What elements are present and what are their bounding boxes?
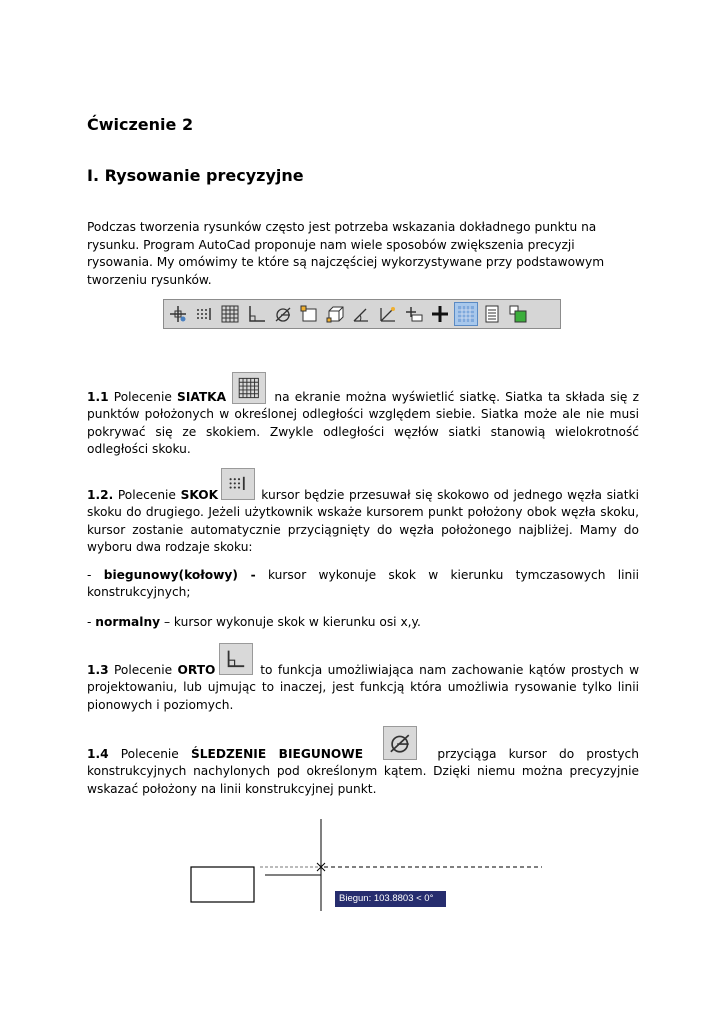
transparency-icon[interactable] [454, 302, 478, 326]
polar-tracking-icon[interactable] [271, 302, 295, 326]
s13-command: ORTO [177, 663, 216, 677]
s12-line1-text: kursor będzie przesuwał się skokowo od jednego węzła siatki [261, 488, 639, 502]
bullet1-text-a: kursor wykonuje skok w kierunku tymczasowych linii [267, 568, 640, 582]
s13-number: 1.3 [87, 663, 109, 677]
s11-pre: Polecenie [113, 390, 172, 404]
bullet1-text-b: konstrukcyjnych; [87, 585, 191, 599]
lineweight-icon[interactable] [428, 302, 452, 326]
ortho-icon[interactable] [245, 302, 269, 326]
s12-number: 1.2. [87, 488, 114, 502]
s12-pre: Polecenie [117, 488, 176, 502]
s11-number: 1.1 [87, 390, 109, 404]
bullet1-term: biegunowy(kołowy) - [103, 568, 256, 582]
bullet-polar-line1 [87, 567, 639, 585]
s12-line1 [87, 487, 639, 505]
object-snap-tracking-icon[interactable] [349, 302, 373, 326]
object-snap-icon[interactable] [297, 302, 321, 326]
polar-tooltip: Biegun: 103.8803 < 0° [335, 891, 446, 907]
selection-cycling-icon[interactable] [506, 302, 530, 326]
s13-line1 [87, 662, 639, 680]
s13-body: projektowaniu, lub ujmując to inaczej, jest funkcją która umożliwia rysowanie tylko linii pionowych i poziomych. [87, 680, 639, 712]
quick-properties-icon[interactable] [480, 302, 504, 326]
figure-rectangle [191, 867, 254, 902]
bullet1-dash: - [87, 568, 92, 582]
3d-object-snap-icon[interactable] [323, 302, 347, 326]
page-title: Ćwiczenie 2 [87, 115, 194, 134]
bullet2-dash: - [87, 615, 92, 629]
bullet2-term: normalny [95, 615, 161, 629]
s14-body: konstrukcyjnych nachylonych pod określonym kątem. Dzięki niemu można precyzyjnie wskazać położony na linii konstrukcyjnej punkt. [87, 764, 639, 796]
s14-command: ŚLEDZENIE BIEGUNOWE [190, 747, 364, 761]
grid-icon[interactable] [218, 302, 242, 326]
s11-command: SIATKA [177, 390, 227, 404]
grid-icon [232, 372, 266, 404]
s11-line1-text: na ekranie można wyświetlić siatkę. Siatka ta składa się z [274, 390, 639, 404]
polar-tracking-icon [383, 726, 417, 760]
s12-body: skoku do drugiego. Jeżeli użytkownik wskaże kursorem punkt położony obok węzła skoku, kursor zostanie automatycznie przyciągnięty do węzła położonego najbliżej. Mamy do wyboru dwa rodzaje skoku: [87, 505, 639, 555]
s11-line1 [87, 389, 639, 407]
dynamic-ucs-icon[interactable] [376, 302, 400, 326]
section-heading: I. Rysowanie precyzyjne [87, 166, 304, 185]
s14-line1 [87, 746, 639, 764]
status-toolbar [163, 299, 561, 329]
bullet2-text: – kursor wykonuje skok w kierunku osi x,y. [163, 615, 421, 629]
snap-infer-icon[interactable] [166, 302, 190, 326]
snap-icon [221, 468, 255, 500]
bullet-normal [87, 614, 639, 632]
s14-line1-text: przyciąga kursor do prostych [437, 747, 639, 761]
s13-pre: Polecenie [114, 663, 173, 677]
intro-paragraph: Podczas tworzenia rysunków często jest potrzeba wskazania dokładnego punktu na rysunku. Program AutoCad proponuje nam wiele sposobów zwiększenia precyzji rysowania. My omówimy te które są najczęściej wykorzystywane przy podstawowym tworzeniu rysunków. [87, 220, 605, 287]
s12-command: SKOK [180, 488, 219, 502]
dynamic-input-icon[interactable] [402, 302, 426, 326]
snap-icon[interactable] [192, 302, 216, 326]
s13-line1-text: to funkcja umożliwiająca nam zachowanie kątów prostych w [260, 663, 640, 677]
ortho-icon [219, 643, 253, 675]
s11-body: punktów położonych w określonej odległości względem siebie. Siatka może ale nie musi pokrywać się ze skokiem. Zwykle odległości węzłów siatki stanowią wielokrotność odległości skoku. [87, 407, 639, 457]
s14-pre: Polecenie [120, 747, 179, 761]
s14-number: 1.4 [87, 747, 109, 761]
